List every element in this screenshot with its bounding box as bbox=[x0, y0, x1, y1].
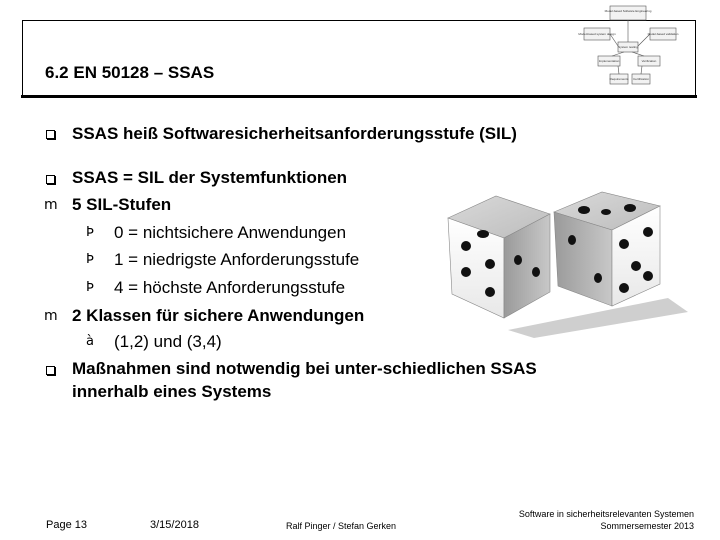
die-right bbox=[554, 192, 660, 306]
footer-authors: Ralf Pinger / Stefan Gerken bbox=[286, 521, 397, 531]
list-subitem: (1,2) und (3,4) bbox=[114, 332, 222, 351]
list-subitem: 4 = höchste Anforderungsstufe bbox=[114, 278, 346, 297]
footer-course-line1: Software in sicherheitsrelevanten Systemen bbox=[518, 509, 694, 519]
arrow-bullet-icon: à bbox=[86, 334, 94, 349]
square-bullet-icon bbox=[46, 130, 55, 139]
thumb-top-label: Model-based Software Engineering bbox=[604, 9, 652, 13]
footer-page-number: Page 13 bbox=[46, 519, 87, 531]
header-thumbnail-diagram bbox=[562, 4, 694, 90]
sub-bullet-icon: Þ bbox=[86, 252, 94, 267]
thumb-mid-right-label: Verification bbox=[641, 59, 657, 63]
list-subitem: 1 = niedrigste Anforderungsstufe bbox=[114, 250, 360, 269]
footer-date: 3/15/2018 bbox=[150, 519, 199, 531]
list-item: SSAS heiß Softwaresicherheitsanforderungsstufe (SIL) bbox=[72, 124, 517, 143]
round-bullet-icon: m bbox=[44, 308, 58, 324]
dice-shadow bbox=[508, 298, 688, 338]
thumb-bottom-left-label: Requirements bbox=[609, 77, 629, 81]
sub-bullet-icon: Þ bbox=[86, 225, 94, 240]
footer-course-line2: Sommersemester 2013 bbox=[600, 521, 694, 531]
square-bullet-icon bbox=[46, 175, 55, 184]
round-bullet-icon: m bbox=[44, 197, 58, 213]
list-item: SSAS = SIL der Systemfunktionen bbox=[72, 168, 348, 187]
thumb-left-label: Model-based system design bbox=[578, 32, 616, 36]
thumb-bottom-right-label: Certification bbox=[633, 77, 649, 81]
sub-bullet-icon: Þ bbox=[86, 280, 94, 295]
list-subitem: 0 = nichtsichere Anwendungen bbox=[114, 223, 347, 242]
square-bullet-icon bbox=[46, 366, 55, 375]
thumb-center-label: System testing bbox=[618, 45, 638, 49]
list-item: 2 Klassen für sichere Anwendungen bbox=[72, 306, 365, 325]
slide-title: 6.2 EN 50128 – SSAS bbox=[45, 63, 215, 82]
dice-illustration bbox=[438, 188, 688, 338]
list-item: 5 SIL-Stufen bbox=[72, 195, 172, 214]
list-item: Maßnahmen sind notwendig bei unter-schiedlichen SSAS bbox=[72, 359, 537, 378]
die-left bbox=[448, 196, 550, 318]
thumb-right-label: Model-based validation bbox=[647, 32, 679, 36]
list-item-continuation: innerhalb eines Systems bbox=[72, 382, 272, 401]
thumb-mid-left-label: Implementation bbox=[598, 59, 620, 63]
